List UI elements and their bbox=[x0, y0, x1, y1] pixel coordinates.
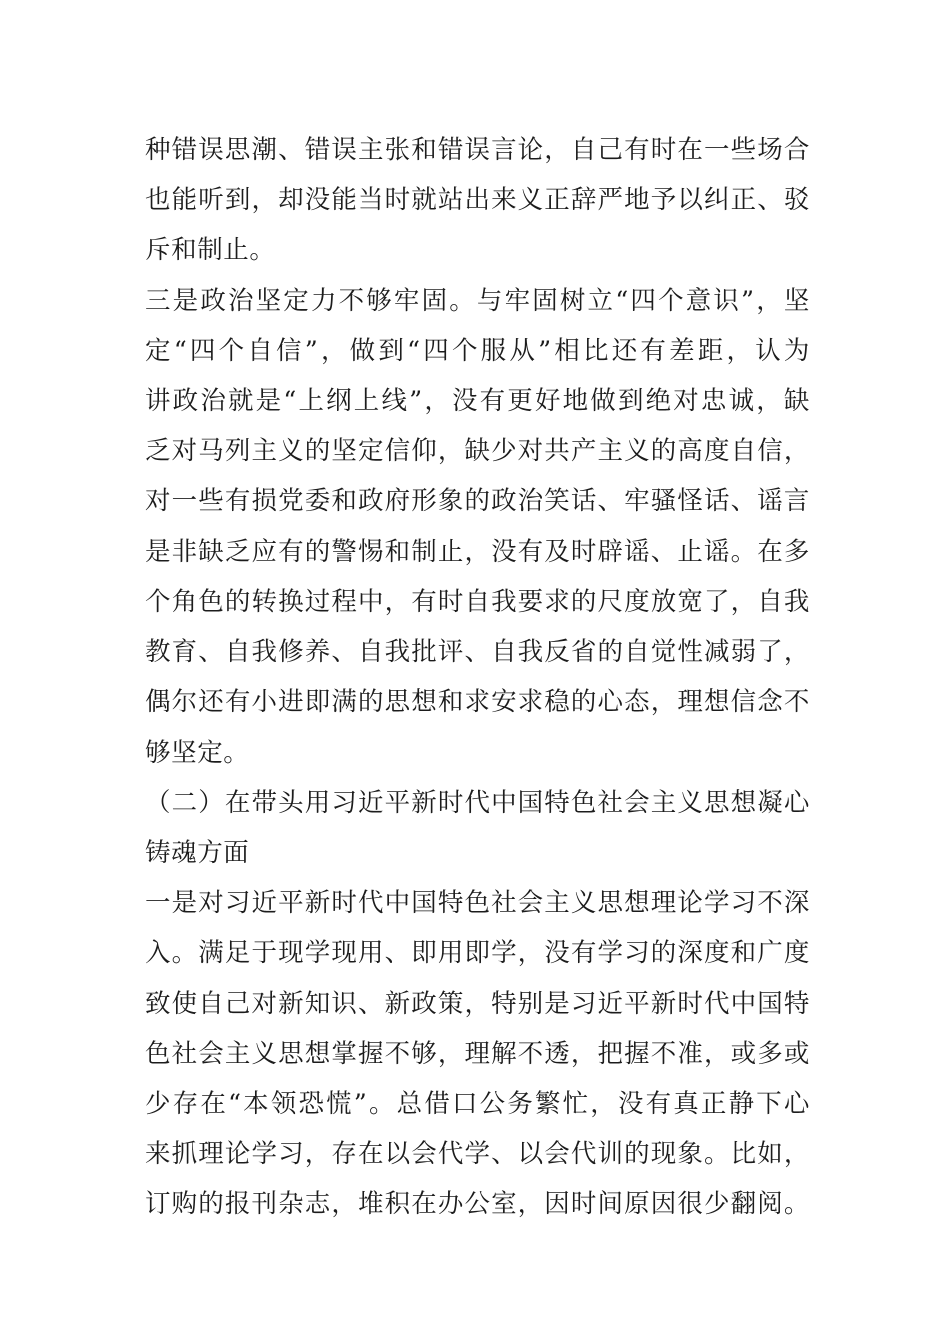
text-line: 够坚定。 bbox=[145, 738, 250, 768]
text-line: 是非缺乏应有的警惕和制止，没有及时辟谣、止谣。在多 bbox=[145, 537, 810, 567]
text-line: 少存在“本领恐慌”。总借口公务繁忙，没有真正静下心 bbox=[145, 1089, 810, 1119]
text-line: 偶尔还有小进即满的思想和求安求稳的心态，理想信念不 bbox=[145, 687, 810, 717]
text-line: 一是对习近平新时代中国特色社会主义思想理论学习不深 bbox=[145, 888, 810, 918]
text-line: 入。满足于现学现用、即用即学，没有学习的深度和广度 bbox=[145, 938, 810, 968]
section-heading-line: 铸魂方面 bbox=[145, 838, 250, 868]
text-line: 对一些有损党委和政府形象的政治笑话、牢骚怪话、谣言 bbox=[145, 486, 810, 516]
section-heading-line: （二）在带头用习近平新时代中国特色社会主义思想凝心 bbox=[145, 788, 810, 818]
text-line: 订购的报刊杂志，堆积在办公室，因时间原因很少翻阅。 bbox=[145, 1189, 810, 1219]
text-line: 个角色的转换过程中，有时自我要求的尺度放宽了，自我 bbox=[145, 587, 810, 617]
text-line: 乏对马列主义的坚定信仰，缺少对共产主义的高度自信， bbox=[145, 436, 810, 466]
text-line: 教育、自我修养、自我批评、自我反省的自觉性减弱了， bbox=[145, 637, 810, 667]
text-line: 也能听到，却没能当时就站出来义正辞严地予以纠正、驳 bbox=[145, 185, 810, 215]
text-line: 讲政治就是“上纲上线”，没有更好地做到绝对忠诚，缺 bbox=[145, 386, 810, 416]
text-line: 色社会主义思想掌握不够，理解不透，把握不准，或多或 bbox=[145, 1039, 810, 1069]
text-line: 斥和制止。 bbox=[145, 235, 276, 265]
text-line: 种错误思潮、错误主张和错误言论，自己有时在一些场合 bbox=[145, 135, 810, 165]
text-line: 定“四个自信”，做到“四个服从”相比还有差距，认为 bbox=[145, 336, 810, 366]
text-line: 三是政治坚定力不够牢固。与牢固树立“四个意识”，坚 bbox=[145, 286, 810, 316]
text-line: 来抓理论学习，存在以会代学、以会代训的现象。比如， bbox=[145, 1139, 810, 1169]
text-line: 致使自己对新知识、新政策，特别是习近平新时代中国特 bbox=[145, 989, 810, 1019]
